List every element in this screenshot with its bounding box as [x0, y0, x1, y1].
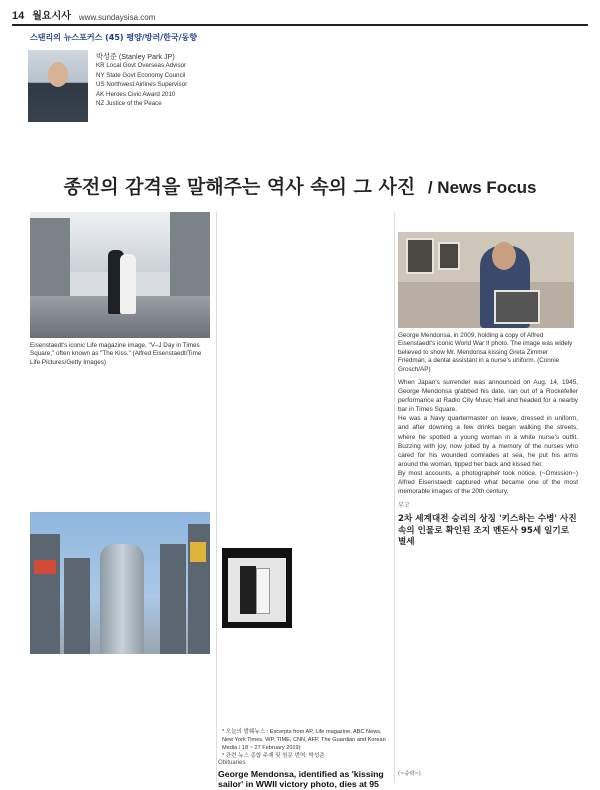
author-photo: [28, 50, 88, 122]
translator-credit: * 관련 뉴스 종합 주재 및 원문 번역: 박성준: [222, 753, 325, 759]
author-info: [96, 52, 296, 108]
headline-title: 종전의 감격을 말해주는 역사 속의 그 사진: [63, 176, 416, 198]
mendonsa-photo-caption: George Mendonsa, in 2009, holding a copy of Alfred Eisenstaedt's iconic World War II photo. The image was widely believed to show Mr. Mendonsa kissing Greta Zimmer Friedman, a dental assistant in a nurse's uniform. (Connie Grosch/AP): [398, 332, 573, 373]
author-credential: AK Heroes Civic Award 2010: [96, 90, 176, 98]
page-header: [12, 8, 588, 26]
times-square-statue-photo: [30, 512, 210, 654]
author-credential: NZ Justice of the Peace: [96, 100, 162, 108]
paper-name: 월요시사: [32, 11, 71, 22]
mendonsa-2009-photo: [398, 232, 574, 328]
author-credential: NY State Govt Economy Council: [96, 71, 186, 79]
headline-tag: / News Focus: [427, 178, 537, 197]
kiss-photo-caption: Eisenstaedt's iconic Life magazine image, "V–J Day in Times Square," often known as "The Kiss." (Alfred Eisenstaedt/Time Life Pictures/Getty Images): [30, 342, 202, 366]
sources-text: * 오늘의 발췌뉴스 : Excerpts from AP, Life magazine, ABC News, New York Times, WP, TIME, CNN, AFP, The Guardian and Korean Media / 18 ~ 27 February 2019): [222, 729, 386, 751]
vj-day-kiss-photo: [30, 212, 210, 338]
kiss-photo-print: [222, 548, 292, 628]
article-col3-end: (~중략~): [398, 771, 421, 777]
series-title: 스탠리의 뉴스포커스 (45) 평양/방러/한국/동향: [30, 33, 197, 42]
author-credential: KR Local Govt Overseas Advisor: [96, 62, 187, 70]
page-headline: [40, 172, 560, 200]
paper-website[interactable]: www.sundaysisa.com: [78, 13, 156, 22]
english-obituary-headline: [218, 758, 388, 790]
author-name: 박성준 (Stanley Park JP): [96, 52, 175, 61]
author-credential: US Northwest Airlines Supervisor: [96, 81, 188, 89]
sources-note: [222, 728, 392, 760]
obituary-headline: 2차 세계대전 승리의 상징 '키스하는 수병' 사진 속의 인물로 확인된 조지 멘돈사 95세 일기로 별세: [398, 514, 577, 547]
article-col3-english: When Japan's surrender was announced on Aug. 14, 1945, George Mendonsa grabbed his date, ran out of a Rockefeller performance at Radio City Music Hall and headed for a nearby bar in Times Square. He was a Navy quartermaster on leave, dressed in uniform, and after downing a few drinks began walking the streets, where he spotted a young woman in a white nurse's outfit. Buzzing with joy, now jolted by a memory of the nurses who cared for his wounded comrades at sea, he put his arms around the woman, tipped her back and kissed her. By most accounts, a photographer took notice. (~Omission~) Alfred Eisenstaedt captured what became one of the most memorable images of the 20th century.: [398, 379, 578, 496]
obituary-kicker: 부고: [398, 502, 410, 509]
english-title: George Mendonsa, identified as 'kissing sailor' in WWII victory photo, dies at 95: [218, 768, 384, 790]
page-number: 14: [12, 10, 25, 22]
english-kicker: Obituaries: [218, 760, 246, 766]
